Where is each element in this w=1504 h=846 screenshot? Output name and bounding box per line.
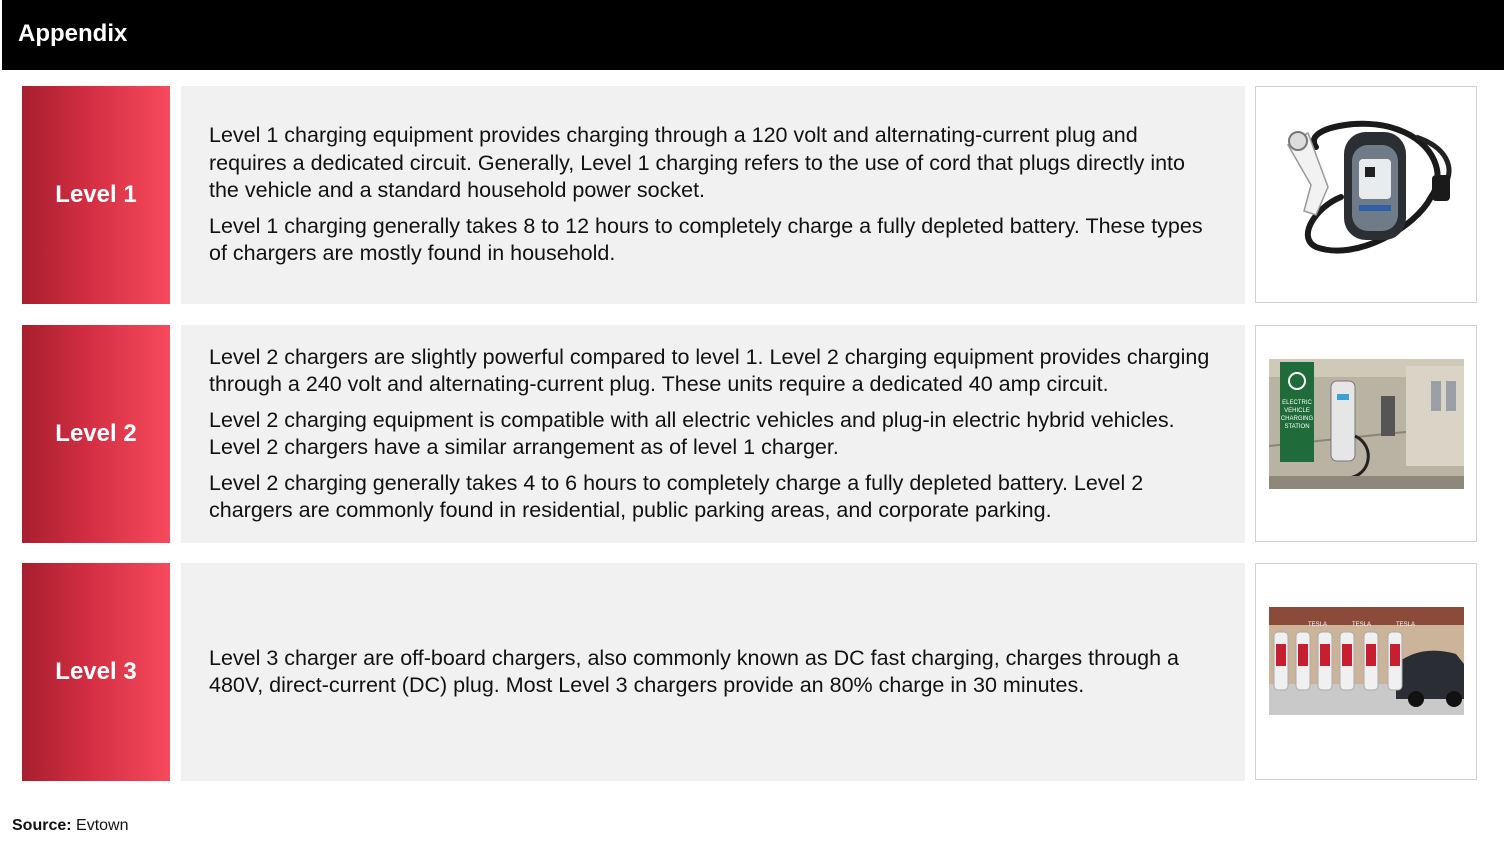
level-label: Level 3	[55, 658, 137, 685]
description-paragraph: Level 1 charging equipment provides charging through a 120 volt and alternating-current plug and requires a dedicated circuit. Generally, Level 1 charging refers to the use of cord that plugs directly into the vehicle and a standard household power socket.	[209, 123, 1185, 203]
description-panel	[181, 563, 1245, 781]
supercharger-image	[1256, 564, 1476, 779]
level-label-box	[22, 325, 170, 543]
image-frame	[1255, 563, 1477, 780]
stall-brand-text: TESLA	[1396, 622, 1416, 628]
description-paragraph: Level 2 chargers are slightly powerful compared to level 1. Level 2 charging equipment provides charging through a 240 volt and alternating-current plug. These units require a dedicated 40 amp circuit.	[209, 344, 1210, 396]
level-3-row	[0, 563, 1504, 781]
description-paragraph: Level 1 charging generally takes 8 to 12 hours to completely charge a fully depleted battery. These types of chargers are mostly found in household.	[209, 213, 1203, 266]
stall-brand-text: TESLA	[1352, 622, 1372, 628]
level-label: Level 2	[55, 420, 137, 447]
header-bar	[2, 0, 1504, 70]
level-1-row	[0, 86, 1504, 304]
page-title: Appendix	[18, 20, 128, 47]
level-label-box	[22, 563, 170, 781]
stall-brand-text: TESLA	[1308, 622, 1328, 628]
sign-text: CHARGING	[1280, 416, 1314, 422]
source-label: Source:	[12, 817, 72, 834]
level-2-row	[0, 325, 1504, 543]
portable-charger-image	[1256, 87, 1476, 302]
sign-text: STATION	[1284, 424, 1310, 430]
description-paragraph: Level 3 charger are off-board chargers, also commonly known as DC fast charging, charges through a 480V, direct-current (DC) plug. Most Level 3 chargers provide an 80% charge in 30 minutes.	[209, 645, 1179, 697]
sign-text: ELECTRIC	[1282, 400, 1312, 406]
level-label-box	[22, 86, 170, 304]
description-panel	[181, 86, 1245, 304]
image-frame	[1255, 325, 1477, 542]
description-paragraph: Level 2 charging generally takes 4 to 6 hours to completely charge a fully depleted battery. Level 2 chargers are commonly found in residential, public parking areas, and corporate parking.	[209, 470, 1144, 522]
wall-charger-image	[1256, 326, 1476, 541]
source-note	[12, 817, 129, 835]
source-value: Evtown	[76, 817, 129, 834]
description-panel	[181, 325, 1245, 543]
description-paragraph: Level 2 charging equipment is compatible with all electric vehicles and plug-in electric hybrid vehicles. Level 2 chargers have a similar arrangement as of level 1 charger.	[209, 407, 1175, 459]
sign-text: VEHICLE	[1284, 408, 1310, 414]
image-frame	[1255, 86, 1477, 303]
level-label: Level 1	[55, 181, 137, 208]
